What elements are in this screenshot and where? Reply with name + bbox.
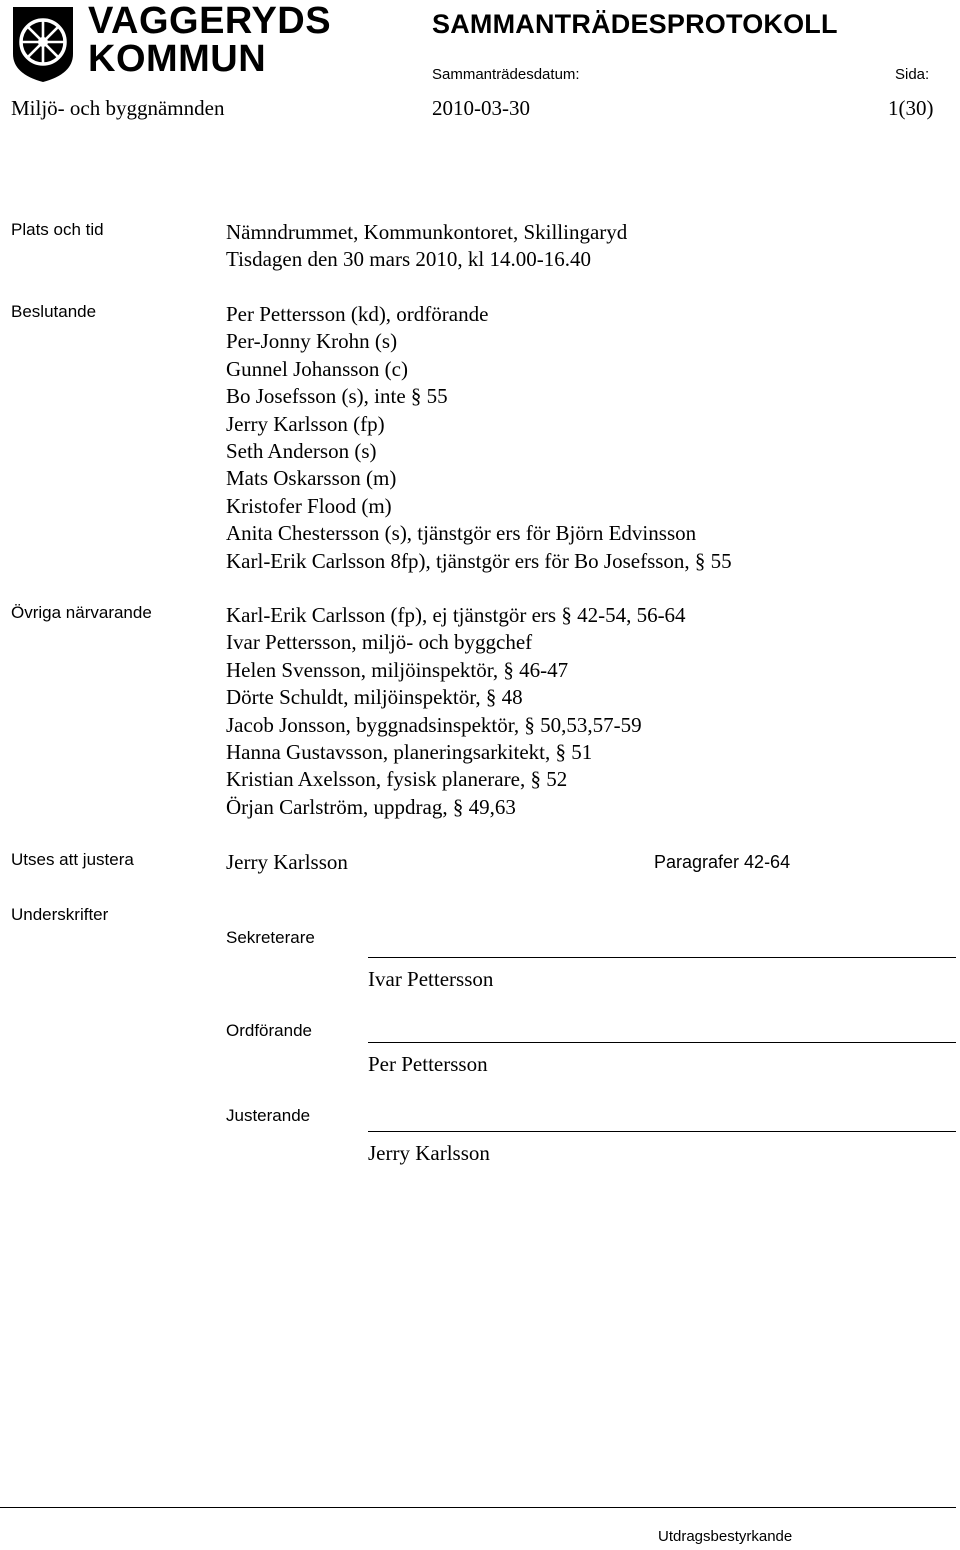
justera-name: Jerry Karlsson	[226, 850, 348, 874]
beslutande-item: Jerry Karlsson (fp)	[226, 411, 385, 436]
beslutande-label: Beslutande	[11, 302, 97, 321]
beslutande-list	[226, 301, 732, 575]
beslutande-item: Mats Oskarsson (m)	[226, 466, 397, 491]
ovriga-item: Hanna Gustavsson, planeringsarkitekt, § 51	[226, 740, 593, 765]
page-number: 1(30)	[888, 96, 934, 120]
justerande-signature-line	[368, 1131, 956, 1132]
justera-label: Utses att justera	[11, 850, 134, 869]
beslutande-item: Bo Josefsson (s), inte § 55	[226, 384, 448, 409]
paragrafer-text: Paragrafer 42-64	[654, 852, 791, 872]
logo-text-line-2: KOMMUN	[88, 38, 267, 80]
beslutande-item: Kristofer Flood (m)	[226, 493, 392, 518]
ovriga-item: Kristian Axelsson, fysisk planerare, § 52	[226, 767, 568, 792]
justerande-label: Justerande	[226, 1106, 311, 1125]
sekreterare-label: Sekreterare	[226, 928, 315, 947]
footer-divider	[0, 1507, 956, 1508]
plats-content	[226, 219, 627, 274]
sekreterare-name: Ivar Pettersson	[368, 967, 494, 991]
beslutande-item: Gunnel Johansson (c)	[226, 356, 408, 381]
plats-label: Plats och tid	[11, 220, 104, 239]
beslutande-item: Per-Jonny Krohn (s)	[226, 329, 398, 354]
beslutande-item: Seth Anderson (s)	[226, 439, 377, 464]
underskrifter-label: Underskrifter	[11, 905, 109, 924]
ovriga-item: Ivar Pettersson, miljö- och byggchef	[226, 630, 533, 655]
ovriga-list	[226, 602, 686, 821]
beslutande-item: Anita Chestersson (s), tjänstgör ers för Björn Edvinsson	[226, 521, 697, 546]
logo-text-line-1: VAGGERYDS	[88, 0, 332, 42]
sekreterare-signature-line	[368, 957, 956, 958]
ovriga-label: Övriga närvarande	[11, 603, 152, 622]
ordforande-signature-line	[368, 1042, 956, 1043]
ovriga-item: Karl-Erik Carlsson (fp), ej tjänstgör ers § 42-54, 56-64	[226, 603, 686, 627]
document-title: SAMMANTRÄDESPROTOKOLL	[432, 9, 838, 39]
date-label: Sammanträdesdatum:	[432, 66, 580, 83]
ovriga-item: Jacob Jonsson, byggnadsinspektör, § 50,53,57-59	[226, 712, 642, 737]
ovriga-item: Dörte Schuldt, miljöinspektör, § 48	[226, 685, 523, 710]
ovriga-item: Helen Svensson, miljöinspektör, § 46-47	[226, 657, 569, 682]
ordforande-name: Per Pettersson	[368, 1052, 488, 1076]
plats-line: Nämndrummet, Kommunkontoret, Skillingaryd	[226, 220, 628, 244]
page-label: Sida:	[895, 66, 930, 83]
justerande-name: Jerry Karlsson	[368, 1141, 490, 1165]
committee-name: Miljö- och byggnämnden	[11, 96, 225, 120]
footer-label: Utdragsbestyrkande	[658, 1528, 793, 1545]
municipality-logo	[10, 4, 76, 84]
beslutande-item: Per Pettersson (kd), ordförande	[226, 302, 489, 326]
beslutande-item: Karl-Erik Carlsson 8fp), tjänstgör ers för Bo Josefsson, § 55	[226, 548, 732, 573]
ordforande-label: Ordförande	[226, 1021, 312, 1040]
ovriga-item: Örjan Carlström, uppdrag, § 49,63	[226, 794, 516, 819]
meeting-date: 2010-03-30	[432, 96, 530, 120]
plats-line: Tisdagen den 30 mars 2010, kl 14.00-16.40	[226, 247, 591, 272]
